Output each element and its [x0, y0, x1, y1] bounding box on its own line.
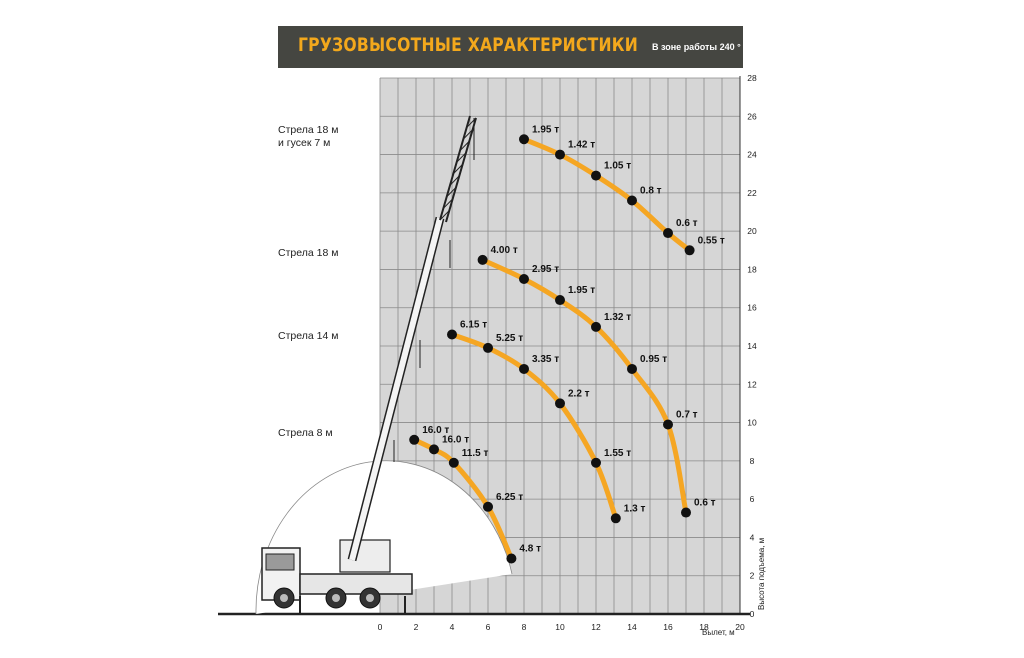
data-label: 4.00 т [490, 244, 518, 256]
data-label: 0.55 т [697, 235, 725, 247]
x-tick-label: 12 [591, 622, 601, 632]
y-tick-label: 8 [749, 455, 755, 466]
data-label: 1.05 т [604, 160, 632, 172]
x-axis-title: Вылет, м [702, 628, 735, 637]
x-tick-label: 18 [699, 622, 709, 632]
data-point [555, 398, 565, 408]
data-point [483, 502, 493, 512]
x-tick-label: 6 [485, 622, 491, 632]
x-tick-label: 14 [627, 622, 637, 632]
y-tick-label: 20 [747, 226, 757, 237]
boom-label-18m-jib [278, 124, 338, 150]
truck-chassis [300, 574, 412, 594]
data-point [483, 343, 493, 353]
data-point [555, 295, 565, 305]
data-point [409, 435, 419, 445]
data-point [681, 508, 691, 518]
y-tick-label: 0 [749, 609, 755, 619]
data-point [627, 196, 637, 206]
data-point [519, 134, 529, 144]
y-tick-label: 14 [747, 341, 757, 351]
y-tick-label: 4 [749, 532, 755, 543]
data-label: 4.8 т [519, 543, 541, 555]
truck-hub [332, 594, 340, 602]
truck-hub [280, 594, 288, 602]
data-label: 0.6 т [694, 497, 716, 509]
x-tick-label: 20 [735, 622, 745, 632]
x-tick-label: 8 [521, 622, 527, 632]
x-tick-label: 0 [377, 622, 383, 632]
data-point [519, 274, 529, 284]
data-label: 0.7 т [676, 409, 698, 421]
data-point [519, 364, 529, 374]
truck-hub [366, 594, 374, 602]
data-label: 1.32 т [604, 311, 632, 323]
data-label: 0.8 т [640, 185, 662, 197]
data-point [627, 364, 637, 374]
crane-turret [340, 540, 390, 572]
boom-label-18m-jib-line: и гусек 7 м [278, 137, 331, 149]
data-label: 2.95 т [532, 264, 560, 275]
y-tick-label: 16 [747, 302, 757, 313]
data-point [429, 444, 439, 454]
truck-window [266, 554, 294, 570]
data-label: 1.42 т [568, 139, 596, 151]
x-tick-label: 4 [449, 622, 455, 632]
x-tick-label: 16 [663, 622, 673, 632]
data-point [663, 419, 673, 429]
y-tick-label: 24 [747, 149, 757, 160]
boom-label-8m: Стрела 8 м [278, 427, 333, 439]
y-tick-label: 28 [747, 73, 757, 83]
data-point [447, 330, 457, 340]
y-tick-label: 6 [749, 494, 755, 505]
data-point [478, 255, 488, 265]
y-tick-label: 22 [747, 187, 757, 198]
data-label: 11.5 т [461, 447, 489, 459]
data-point [685, 245, 695, 255]
data-label: 1.95 т [568, 285, 596, 297]
data-label: 0.95 т [640, 353, 668, 365]
data-point [449, 458, 459, 468]
x-tick-label: 10 [555, 622, 565, 632]
boom-label-18m-jib-line: Стрела 18 м [278, 124, 339, 136]
y-axis-title: Высота подъема, м [757, 537, 766, 610]
x-tick-label: 2 [413, 622, 419, 632]
data-point [506, 553, 516, 563]
data-point [555, 150, 565, 160]
data-label: 1.55 т [604, 447, 632, 459]
data-label: 5.25 т [496, 332, 524, 344]
data-label: 1.3 т [623, 503, 646, 515]
y-tick-label: 12 [747, 379, 757, 390]
data-label: 1.95 т [532, 124, 560, 136]
data-label: 3.35 т [532, 353, 560, 365]
data-label: 16.0 т [422, 424, 450, 436]
data-point [591, 458, 601, 468]
y-tick-label: 10 [747, 417, 757, 428]
chart-title: ГРУЗОВЫСОТНЫЕ ХАРАКТЕРИСТИКИ [298, 34, 639, 56]
y-tick-label: 18 [747, 264, 757, 275]
y-tick-label: 26 [747, 111, 757, 122]
data-label: 0.6 т [676, 218, 698, 230]
chart-subtitle: В зоне работы 240 ° [652, 42, 741, 52]
data-point [663, 228, 673, 238]
data-point [591, 322, 601, 332]
data-point [611, 513, 621, 523]
data-label: 6.15 т [460, 319, 488, 331]
boom-label-18m: Стрела 18 м [278, 247, 339, 259]
data-point [591, 171, 601, 181]
y-tick-label: 2 [749, 570, 755, 581]
data-label: 16.0 т [442, 434, 470, 446]
data-label: 6.25 т [496, 491, 524, 503]
boom-label-14m: Стрела 14 м [278, 330, 339, 342]
data-label: 2.2 т [568, 388, 590, 400]
